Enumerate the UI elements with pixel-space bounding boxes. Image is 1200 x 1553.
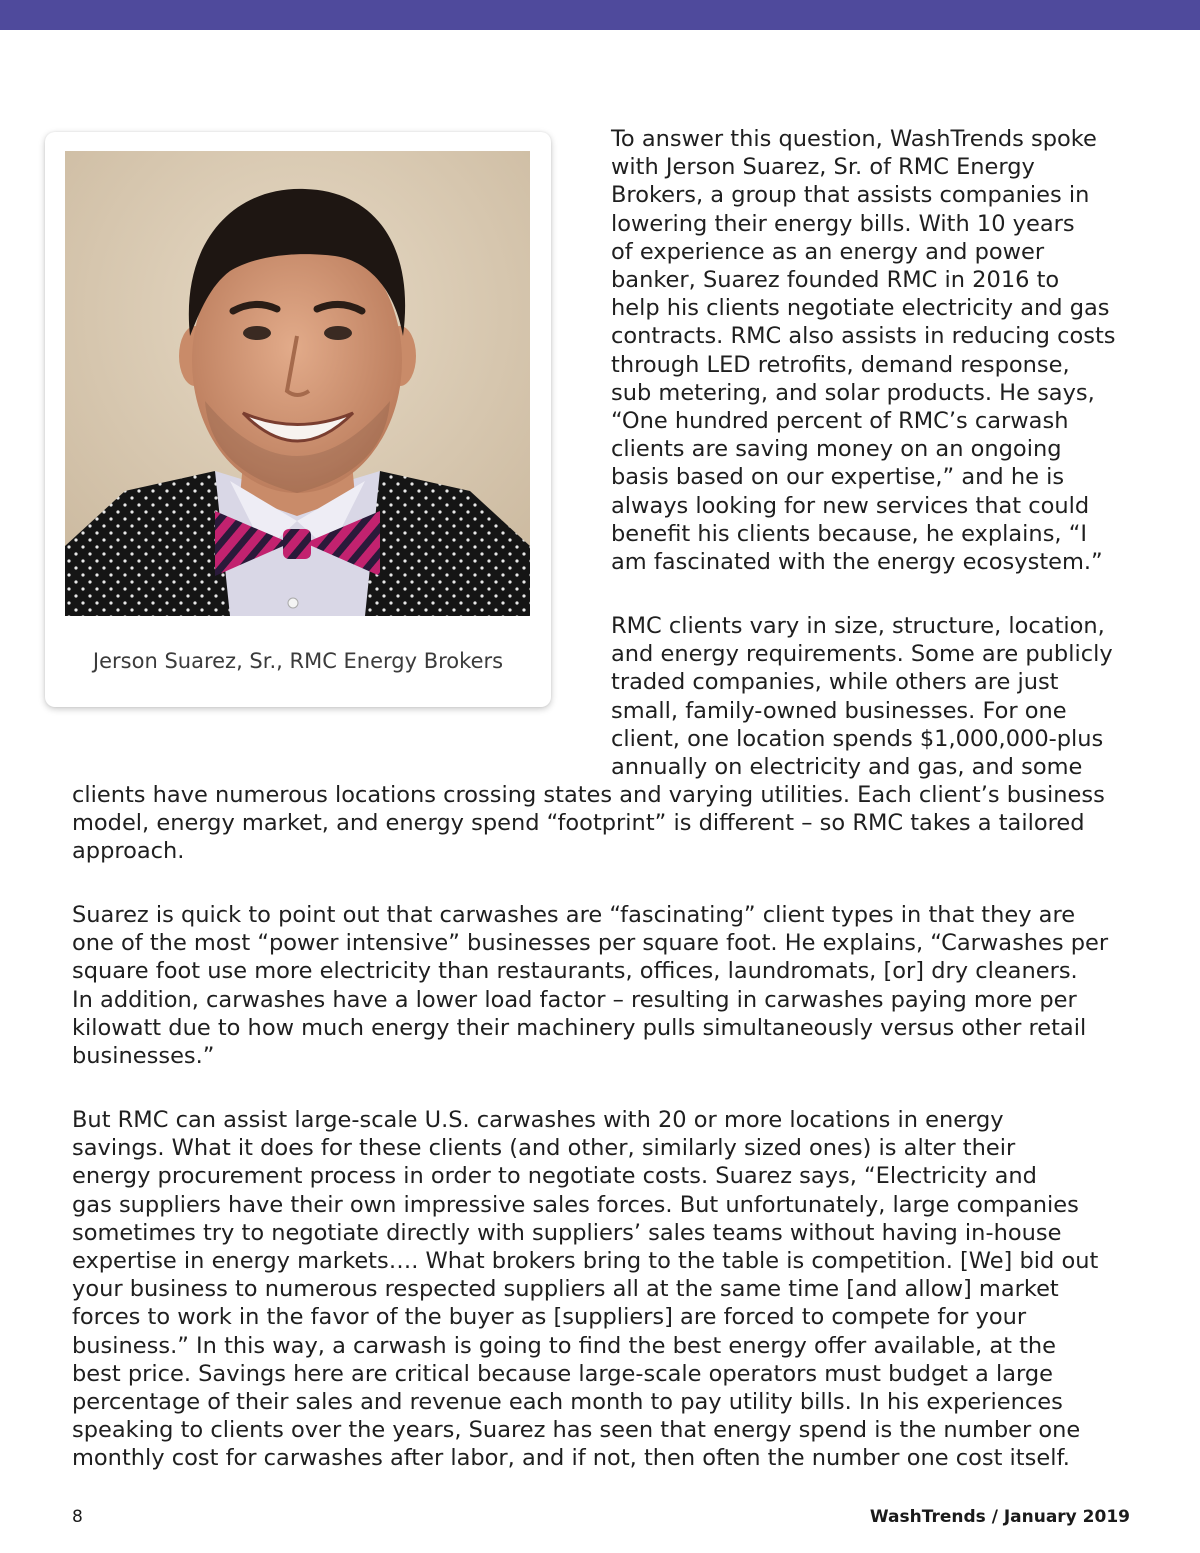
- text-line: your business to numerous respected suppliers all at the same time [and allow] market: [72, 1276, 1059, 1303]
- text-line: To answer this question, WashTrends spoke: [611, 126, 1097, 152]
- text-line: “One hundred percent of RMC’s carwash: [611, 408, 1069, 435]
- text-line: kilowatt due to how much energy their machinery pulls simultaneously versus other retail: [72, 1014, 1087, 1041]
- text-line: RMC clients vary in size, structure, location,: [611, 613, 1105, 639]
- text-line: lowering their energy bills. With 10 years: [611, 210, 1075, 237]
- text-line: business.” In this way, a carwash is going to find the best energy offer available, at the: [72, 1332, 1057, 1359]
- text-line: with Jerson Suarez, Sr. of RMC Energy: [611, 154, 1035, 181]
- text-line: clients have numerous locations crossing states and varying utilities. Each client’s business: [72, 782, 1105, 808]
- publication-footer: WashTrends / January 2019: [869, 1507, 1130, 1527]
- text-line: sometimes try to negotiate directly with suppliers’ sales teams without having in-house: [72, 1219, 1062, 1246]
- text-line: banker, Suarez founded RMC in 2016 to: [611, 267, 1060, 294]
- text-line: approach.: [72, 838, 185, 865]
- text-line: of experience as an energy and power: [611, 238, 1045, 265]
- paragraph-clients-narrow: [611, 612, 1113, 781]
- text-line: square foot use more electricity than restaurants, offices, laundromats, [or] dry cleaners.: [72, 958, 1078, 985]
- text-line: basis based on our expertise,” and he is: [611, 464, 1065, 491]
- text-line: client, one location spends $1,000,000-plus: [611, 725, 1104, 752]
- paragraph-procurement: [72, 1106, 1098, 1473]
- text-line: one of the most “power intensive” businesses per square foot. He explains, “Carwashes per: [72, 930, 1109, 957]
- text-line: Brokers, a group that assists companies in: [611, 182, 1090, 209]
- text-line: help his clients negotiate electricity and gas: [611, 295, 1110, 322]
- text-line: best price. Savings here are critical because large-scale operators must budget a large: [72, 1360, 1054, 1387]
- text-line: forces to work in the favor of the buyer as [suppliers] are forced to compete for your: [72, 1304, 1027, 1331]
- text-line: In addition, carwashes have a lower load factor – resulting in carwashes paying more per: [72, 986, 1077, 1013]
- text-line: energy procurement process in order to negotiate costs. Suarez says, “Electricity and: [72, 1163, 1037, 1190]
- text-line: benefit his clients because, he explains, “I: [611, 520, 1088, 547]
- paragraph-clients-wide: [72, 781, 1105, 866]
- text-line: sub metering, and solar products. He says,: [611, 379, 1095, 406]
- text-line: small, family-owned businesses. For one: [611, 697, 1067, 724]
- text-line: Suarez is quick to point out that carwashes are “fascinating” client types in that they are: [72, 902, 1076, 928]
- text-line: expertise in energy markets…. What brokers bring to the table is competition. [We] bid out: [72, 1248, 1099, 1275]
- text-line: But RMC can assist large-scale U.S. carwashes with 20 or more locations in energy: [72, 1107, 1004, 1133]
- text-line: always looking for new services that could: [611, 492, 1090, 519]
- text-line: through LED retrofits, demand response,: [611, 351, 1070, 378]
- text-line: percentage of their sales and revenue each month to pay utility bills. In his experiences: [72, 1389, 1063, 1416]
- text-line: traded companies, while others are just: [611, 669, 1059, 696]
- text-line: businesses.”: [72, 1043, 215, 1070]
- text-line: contracts. RMC also assists in reducing costs: [611, 323, 1116, 350]
- paragraph-power-intensive: [72, 901, 1108, 1070]
- text-line: monthly cost for carwashes after labor, and if not, then often the number one cost itself.: [72, 1445, 1070, 1472]
- text-line: gas suppliers have their own impressive sales forces. But unfortunately, large companies: [72, 1191, 1079, 1218]
- page-number: 8: [72, 1507, 83, 1527]
- paragraph-intro: [611, 125, 1116, 576]
- text-line: model, energy market, and energy spend “footprint” is different – so RMC takes a tailored: [72, 810, 1085, 837]
- header-bar: [0, 0, 1200, 30]
- text-line: savings. What it does for these clients (and other, similarly sized ones) is alter their: [72, 1135, 1016, 1162]
- text-line: clients are saving money on an ongoing: [611, 436, 1062, 463]
- text-line: and energy requirements. Some are publicly: [611, 641, 1113, 668]
- text-line: am fascinated with the energy ecosystem.”: [611, 549, 1103, 576]
- photo-caption: Jerson Suarez, Sr., RMC Energy Brokers: [92, 649, 504, 673]
- photo-card: [45, 132, 551, 707]
- portrait-photo: [65, 151, 530, 616]
- text-line: annually on electricity and gas, and some: [611, 754, 1083, 781]
- text-line: speaking to clients over the years, Suarez has seen that energy spend is the number one: [72, 1417, 1081, 1444]
